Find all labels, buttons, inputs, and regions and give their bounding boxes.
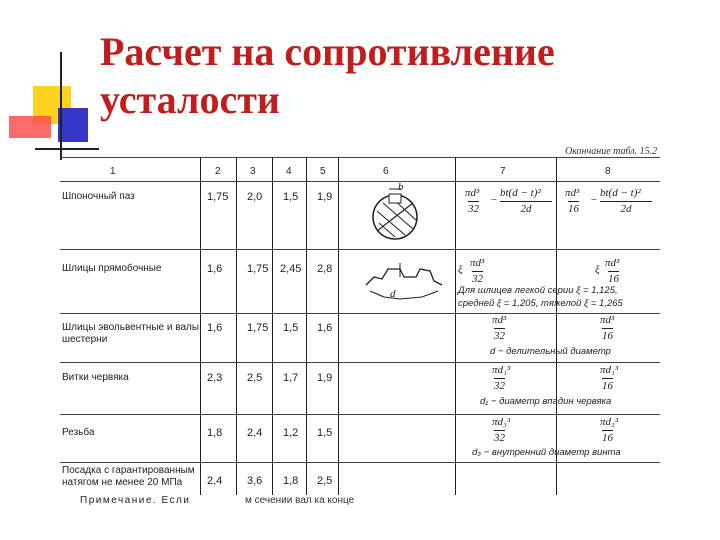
cell-value: 1,6	[317, 322, 333, 334]
row-name: Шлицы эвольвентные и валы шестерни	[62, 322, 200, 345]
formula-denominator: 2d	[600, 201, 652, 215]
cell-value: 1,6	[207, 263, 223, 275]
cell-value: 2,3	[207, 372, 223, 384]
formula-denominator: 32	[494, 432, 505, 444]
table-footnote: Примечание. Если	[80, 495, 191, 506]
formula-numerator: πd³	[470, 257, 485, 269]
table-top-rule	[60, 157, 660, 158]
decor-red-rectangle	[9, 116, 51, 138]
column-header: 6	[383, 166, 389, 177]
column-rule	[338, 157, 339, 495]
column-rule	[306, 157, 307, 495]
cell-value: 1,75	[247, 263, 269, 275]
column-header: 8	[605, 166, 611, 177]
formula-numerator: bt(d − t)²	[500, 187, 541, 199]
column-rule	[556, 157, 557, 495]
formula-denominator: 16	[608, 273, 619, 285]
cell-value: 1,9	[317, 372, 333, 384]
cell-value: 3,6	[247, 475, 263, 487]
formula-denominator: 32	[494, 330, 505, 342]
column-header: 7	[500, 166, 506, 177]
formula-numerator: πd³	[605, 257, 620, 269]
cell-value: 1,7	[283, 372, 299, 384]
cell-value: 1,6	[207, 322, 223, 334]
formula-denominator: 32	[472, 273, 483, 285]
row-note: средней ξ = 1,205, тяжелой ξ = 1,265	[458, 298, 623, 309]
cell-value: 1,9	[317, 191, 333, 203]
formula-operator: −	[590, 194, 598, 206]
decor-horizontal-line	[35, 148, 99, 150]
formula-denominator: 16	[602, 380, 613, 392]
cell-value: 2,4	[247, 427, 263, 439]
cell-value: 1,75	[207, 191, 229, 203]
formula-numerator: πd₃³	[492, 416, 511, 428]
cell-value: 1,2	[283, 427, 299, 439]
column-rule	[272, 157, 273, 495]
spline-profile-figure	[360, 257, 450, 307]
cell-value: 1,8	[207, 427, 223, 439]
formula-denominator: 32	[468, 203, 479, 215]
table-footnote-continued: м сечении вал ка конце	[245, 495, 355, 506]
column-header: 2	[215, 166, 221, 177]
cell-value: 2,5	[317, 475, 333, 487]
row-name: Шлицы прямобочные	[62, 263, 162, 274]
formula-denominator: 16	[602, 330, 613, 342]
row-rule	[60, 249, 660, 250]
formula-denominator: 16	[602, 432, 613, 444]
formula-operator: −	[490, 194, 498, 206]
cell-value: 1,5	[317, 427, 333, 439]
row-note: d − делительный диаметр	[490, 346, 611, 357]
formula-numerator: πd³	[465, 187, 480, 199]
figure-label-b: b	[398, 181, 404, 193]
figure-label-d: d	[390, 288, 396, 300]
formula-numerator: πd₁³	[600, 364, 619, 376]
row-rule	[60, 362, 660, 363]
formula-numerator: πd₁³	[492, 364, 511, 376]
column-rule	[455, 157, 456, 495]
cell-value: 2,0	[247, 191, 263, 203]
formula-xi: ξ	[595, 264, 600, 276]
column-header: 1	[110, 166, 116, 177]
column-header: 5	[320, 166, 326, 177]
formula-numerator: πd₃³	[600, 416, 619, 428]
row-rule	[60, 414, 660, 415]
table-header-rule	[60, 181, 660, 182]
column-header: 3	[250, 166, 256, 177]
cell-value: 1,5	[283, 322, 299, 334]
column-rule	[236, 157, 237, 495]
row-note: d₃ − внутренний диаметр винта	[472, 447, 621, 458]
row-rule	[60, 462, 660, 463]
cell-value: 2,5	[247, 372, 263, 384]
formula-denominator: 16	[568, 203, 579, 215]
decor-vertical-line	[60, 52, 62, 160]
cell-value: 1,75	[247, 322, 269, 334]
formula-numerator: πd³	[600, 314, 615, 326]
formula-denominator: 32	[494, 380, 505, 392]
row-note: d₁ − диаметр впадин червяка	[480, 396, 612, 407]
cell-value: 1,5	[283, 191, 299, 203]
decor-blue-square	[58, 108, 88, 142]
row-note: Для шлицев легкой серии ξ = 1,125,	[458, 285, 618, 296]
cell-value: 1,8	[283, 475, 299, 487]
cell-value: 2,8	[317, 263, 333, 275]
cell-value: 2,45	[280, 263, 302, 275]
scanned-table	[60, 157, 660, 497]
formula-xi: ξ	[458, 264, 463, 276]
column-header: 4	[286, 166, 292, 177]
row-name: Посадка с гарантированным натягом не менее 20 МПа	[62, 465, 195, 488]
formula-numerator: bt(d − t)²	[600, 187, 641, 199]
table-caption: Окончание табл. 15.2	[565, 146, 658, 157]
formula-denominator: 2d	[500, 201, 552, 215]
cell-value: 2,4	[207, 475, 223, 487]
slide-title: Расчет на сопротивление усталости	[100, 29, 555, 122]
row-name: Шпоночный паз	[62, 191, 135, 202]
row-rule	[60, 313, 660, 314]
row-name: Витки червяка	[62, 372, 129, 383]
formula-numerator: πd³	[565, 187, 580, 199]
row-name: Резьба	[62, 427, 95, 438]
formula-numerator: πd³	[492, 314, 507, 326]
